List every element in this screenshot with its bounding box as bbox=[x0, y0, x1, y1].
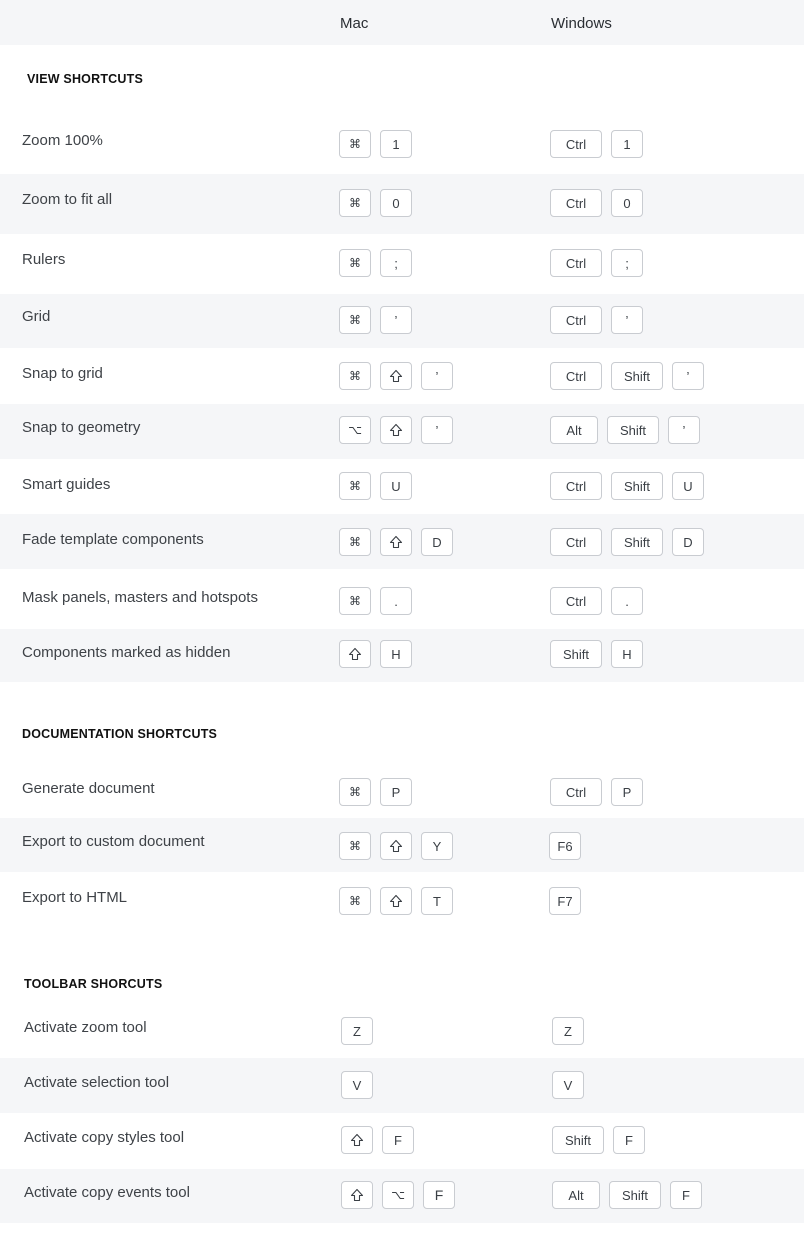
shift-icon bbox=[389, 423, 403, 437]
shortcut-label: Zoom 100% bbox=[22, 132, 103, 149]
key-0: 0 bbox=[380, 189, 412, 217]
key-f: F bbox=[613, 1126, 645, 1154]
key-command: ⌘ bbox=[339, 130, 371, 158]
key-f: F bbox=[670, 1181, 702, 1209]
key-h: H bbox=[380, 640, 412, 668]
key-shift bbox=[380, 528, 412, 556]
key-f6: F6 bbox=[549, 832, 581, 860]
shortcut-label: Rulers bbox=[22, 251, 66, 268]
key-command: ⌘ bbox=[339, 189, 371, 217]
key-f: F bbox=[423, 1181, 455, 1209]
shortcut-label: Smart guides bbox=[22, 476, 111, 493]
key-semicolon: ; bbox=[380, 249, 412, 277]
key-ctrl: Ctrl bbox=[550, 778, 602, 806]
key-shift bbox=[380, 362, 412, 390]
shortcut-label: Components marked as hidden bbox=[22, 644, 231, 661]
shortcut-row bbox=[0, 234, 804, 294]
key-shift bbox=[341, 1126, 373, 1154]
shift-icon bbox=[389, 839, 403, 853]
shortcut-row bbox=[0, 174, 804, 234]
key-shift bbox=[380, 887, 412, 915]
key-shift: Shift bbox=[609, 1181, 661, 1209]
key-command: ⌘ bbox=[339, 778, 371, 806]
shortcut-row bbox=[0, 762, 804, 818]
key-shift: Shift bbox=[607, 416, 659, 444]
key-shift bbox=[380, 832, 412, 860]
key-d: D bbox=[672, 528, 704, 556]
key-ctrl: Ctrl bbox=[550, 249, 602, 277]
mac-column-title: Mac bbox=[340, 15, 369, 32]
windows-column-title: Windows bbox=[551, 15, 612, 32]
shortcut-label: Snap to grid bbox=[22, 365, 103, 382]
key-apostrophe: ’ bbox=[380, 306, 412, 334]
column-header bbox=[0, 0, 804, 45]
shortcut-row bbox=[0, 1113, 804, 1169]
key-ctrl: Ctrl bbox=[550, 528, 602, 556]
key-ctrl: Ctrl bbox=[550, 189, 602, 217]
shortcut-label: Export to HTML bbox=[22, 889, 128, 906]
key-command: ⌘ bbox=[339, 587, 371, 615]
key-apostrophe: ’ bbox=[421, 416, 453, 444]
section-title: TOOLBAR SHORCUTS bbox=[24, 977, 163, 991]
shortcut-label: Grid bbox=[22, 308, 51, 325]
shortcut-row bbox=[0, 404, 804, 459]
key-u: U bbox=[380, 472, 412, 500]
key-p: P bbox=[611, 778, 643, 806]
key-apostrophe: ’ bbox=[611, 306, 643, 334]
shift-icon bbox=[389, 535, 403, 549]
shortcut-row bbox=[0, 294, 804, 348]
key-shift bbox=[341, 1181, 373, 1209]
shortcut-label: Export to custom document bbox=[22, 833, 205, 850]
key-u: U bbox=[672, 472, 704, 500]
key-alt: Alt bbox=[552, 1181, 600, 1209]
shortcut-row bbox=[0, 116, 804, 174]
key-apostrophe: ’ bbox=[421, 362, 453, 390]
shift-icon bbox=[348, 647, 362, 661]
key-option: ⌥ bbox=[339, 416, 371, 444]
key-h: H bbox=[611, 640, 643, 668]
key-semicolon: ; bbox=[611, 249, 643, 277]
key-v: V bbox=[341, 1071, 373, 1099]
shift-icon bbox=[389, 369, 403, 383]
shift-icon bbox=[389, 894, 403, 908]
key-shift: Shift bbox=[611, 362, 663, 390]
key-1: 1 bbox=[611, 130, 643, 158]
key-v: V bbox=[552, 1071, 584, 1099]
section-title: DOCUMENTATION SHORTCUTS bbox=[22, 727, 218, 741]
shortcut-label: Activate selection tool bbox=[24, 1074, 170, 1091]
shortcut-row bbox=[0, 1058, 804, 1113]
shortcut-row bbox=[0, 629, 804, 682]
shortcut-label: Zoom to fit all bbox=[22, 191, 113, 208]
key-period: . bbox=[611, 587, 643, 615]
shortcut-label: Activate copy styles tool bbox=[24, 1129, 185, 1146]
key-ctrl: Ctrl bbox=[550, 306, 602, 334]
key-command: ⌘ bbox=[339, 472, 371, 500]
key-command: ⌘ bbox=[339, 887, 371, 915]
key-f: F bbox=[382, 1126, 414, 1154]
key-t: T bbox=[421, 887, 453, 915]
key-option: ⌥ bbox=[382, 1181, 414, 1209]
key-shift bbox=[380, 416, 412, 444]
key-shift: Shift bbox=[552, 1126, 604, 1154]
key-d: D bbox=[421, 528, 453, 556]
key-command: ⌘ bbox=[339, 306, 371, 334]
key-f7: F7 bbox=[549, 887, 581, 915]
shortcut-row bbox=[0, 872, 804, 930]
key-z: Z bbox=[341, 1017, 373, 1045]
key-shift: Shift bbox=[611, 528, 663, 556]
shortcut-label: Generate document bbox=[22, 780, 155, 797]
key-command: ⌘ bbox=[339, 528, 371, 556]
shortcut-label: Snap to geometry bbox=[22, 419, 141, 436]
key-shift: Shift bbox=[550, 640, 602, 668]
key-ctrl: Ctrl bbox=[550, 362, 602, 390]
key-apostrophe: ’ bbox=[672, 362, 704, 390]
shortcut-label: Activate copy events tool bbox=[24, 1184, 190, 1201]
key-period: . bbox=[380, 587, 412, 615]
key-apostrophe: ’ bbox=[668, 416, 700, 444]
shortcut-row bbox=[0, 459, 804, 514]
shortcut-label: Mask panels, masters and hotspots bbox=[22, 589, 258, 606]
shift-icon bbox=[350, 1133, 364, 1147]
key-z: Z bbox=[552, 1017, 584, 1045]
key-ctrl: Ctrl bbox=[550, 130, 602, 158]
shortcut-row bbox=[0, 514, 804, 569]
shortcut-label: Activate zoom tool bbox=[24, 1019, 147, 1036]
key-y: Y bbox=[421, 832, 453, 860]
shortcut-row bbox=[0, 348, 804, 404]
shift-icon bbox=[350, 1188, 364, 1202]
section-title: VIEW SHORTCUTS bbox=[27, 72, 143, 86]
key-0: 0 bbox=[611, 189, 643, 217]
key-shift bbox=[339, 640, 371, 668]
key-command: ⌘ bbox=[339, 832, 371, 860]
key-ctrl: Ctrl bbox=[550, 472, 602, 500]
key-p: P bbox=[380, 778, 412, 806]
key-command: ⌘ bbox=[339, 362, 371, 390]
key-ctrl: Ctrl bbox=[550, 587, 602, 615]
shortcut-row bbox=[0, 569, 804, 629]
key-alt: Alt bbox=[550, 416, 598, 444]
key-shift: Shift bbox=[611, 472, 663, 500]
shortcut-label: Fade template components bbox=[22, 531, 204, 548]
key-1: 1 bbox=[380, 130, 412, 158]
shortcut-row bbox=[0, 1169, 804, 1223]
shortcut-row bbox=[0, 818, 804, 872]
shortcut-row bbox=[0, 1004, 804, 1058]
key-command: ⌘ bbox=[339, 249, 371, 277]
